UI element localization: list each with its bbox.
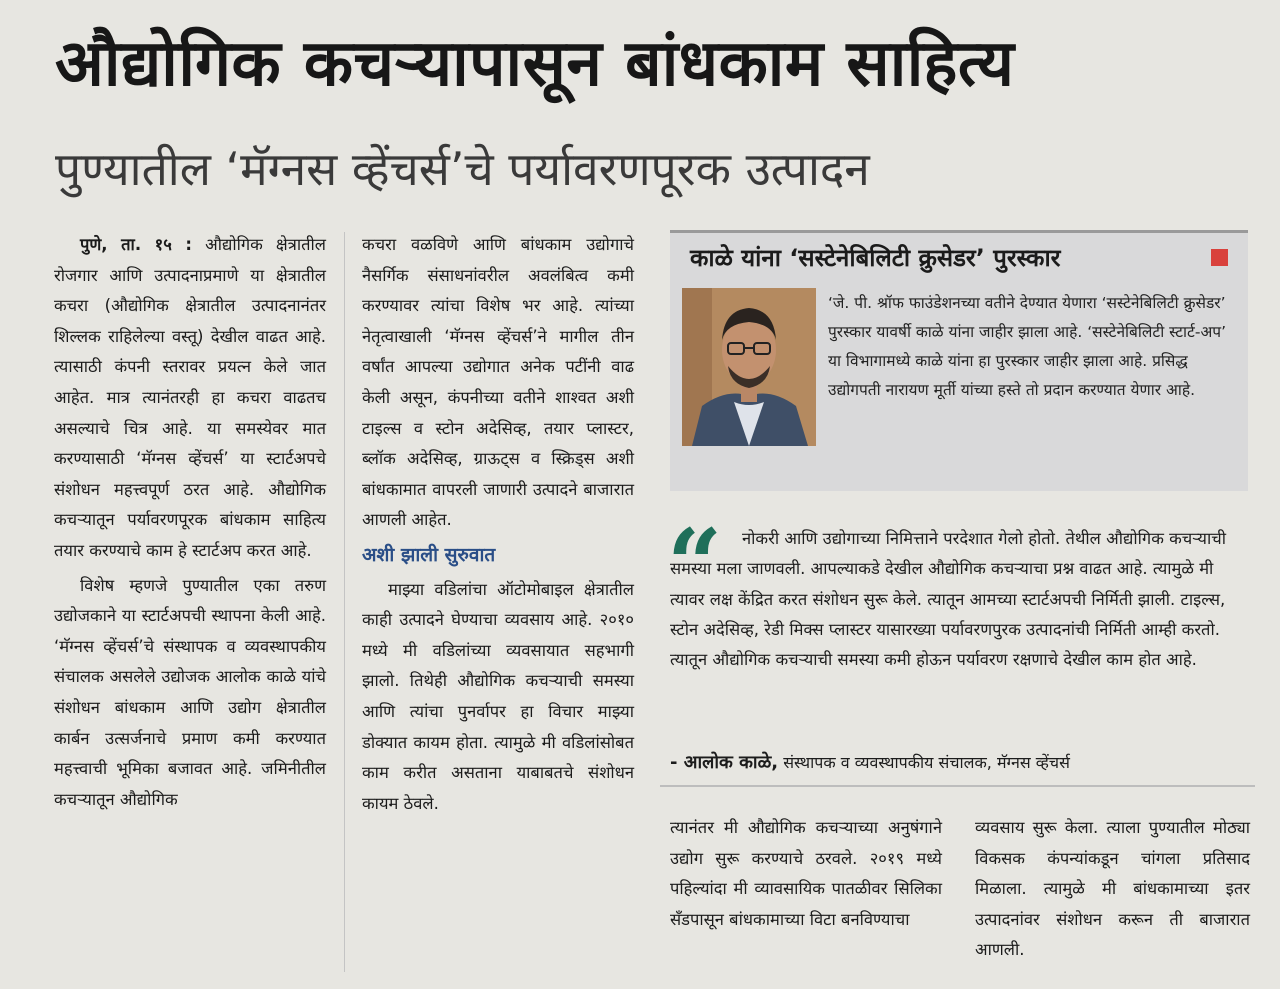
subheadline: पुण्यातील ‘मॅग्नस व्हेंचर्स’चे पर्यावरणपूरक उत्पादन (55, 142, 870, 196)
article-column-2 (362, 230, 634, 819)
award-title: काळे यांना ‘सस्टेनेबिलिटी क्रुसेडर’ पुरस्कार (690, 244, 1061, 272)
section-heading: अशी झाली सुरुवात (362, 543, 496, 566)
horizontal-divider (660, 785, 1255, 787)
article-paragraph: त्यानंतर मी औद्योगिक कचऱ्याच्या अनुषंगाने उद्योग सुरू करण्याचे ठरवले. २०१९ मध्ये पहिल्यांदा मी व्यावसायिक पातळीवर सिलिका सँडपासून बांधकामाच्या विटा बनविण्याचा (670, 818, 942, 929)
article-paragraph (54, 230, 326, 567)
pull-quote (670, 524, 1240, 675)
article-column-1 (54, 230, 326, 815)
award-text: ‘जे. पी. श्रॉफ फाउंडेशनच्या वतीने देण्यात येणारा ‘सस्टेनेबिलिटी क्रुसेडर’ पुरस्कार यावर्षी काळे यांना जाहीर झाला आहे. ‘सस्टेनेबिलिटी स्टार्ट-अप’ या विभागामध्ये काळे यांना हा पुरस्कार जाहीर झाला आहे. प्रसिद्ध उद्योगपती नारायण मूर्ती यांच्या हस्ते तो प्रदान करण्यात येणार आहे. (828, 294, 1227, 399)
paragraph-text: औद्योगिक क्षेत्रातील रोजगार आणि उत्पादनाप्रमाणे या क्षेत्रातील कचरा (औद्योगिक क्षेत्रातील उत्पादनानंतर शिल्लक राहिलेल्या वस्तू) देखील वाढत आहे. त्यासाठी कंपनी स्तरावर प्रयत्न केले जात आहेत. मात्र त्यानंतरही हा कचरा वाढतच असल्याचे चित्र आहे. या समस्येवर मात करण्यासाठी ‘मॅग्नस व्हेंचर्स’ या स्टार्टअपचे संशोधन महत्त्वपूर्ण ठरत आहे. औद्योगिक कचऱ्यातून पर्यावरणपूरक बांधकाम साहित्य तयार करण्याचे काम हे स्टार्टअप करत आहे. (54, 235, 326, 560)
quote-author-role: संस्थापक व व्यवस्थापकीय संचालक, मॅग्नस व्हेंचर्स (783, 753, 1070, 772)
headline: औद्योगिक कचऱ्यापासून बांधकाम साहित्य (55, 27, 1015, 101)
red-square-marker (1211, 249, 1228, 266)
portrait-photo (682, 288, 816, 446)
quote-mark-icon: “ (667, 508, 723, 621)
portrait-image (682, 288, 816, 446)
quote-text: नोकरी आणि उद्योगाच्या निमित्ताने परदेशात गेलो होतो. तेथील औद्योगिक कचऱ्याची समस्या मला जाणवली. आपल्याकडे देखील औद्योगिक कचऱ्याचा प्रश्न वाढत आहे. त्यामुळे मी त्यावर लक्ष केंद्रित करत संशोधन सुरू केले. त्यातून आमच्या स्टार्टअपची निर्मिती झाली. टाइल्स, स्टोन अदेसिव्ह, रेडी मिक्स प्लास्टर यासारख्या पर्यावरणपुरक उत्पादनांची निर्मिती आम्ही करतो. त्यातून औद्योगिक कचऱ्याची समस्या कमी होऊन पर्यावरण रक्षणाचे देखील काम होत आहे. (670, 529, 1226, 670)
award-box (670, 230, 1248, 491)
quote-attribution (670, 750, 1250, 774)
column-divider (344, 232, 345, 972)
article-paragraph: व्यवसाय सुरू केला. त्याला पुण्यातील मोठ्या विकसक कंपन्यांकडून चांगला प्रतिसाद मिळाला. त्यामुळे मी बांधकामाच्या इतर उत्पादनांवर संशोधन करून ती बाजारात आणली. (975, 818, 1250, 960)
quote-author: - आलोक काळे, (670, 752, 779, 773)
article-paragraph: माझ्या वडिलांचा ऑटोमोबाइल क्षेत्रातील काही उत्पादने घेण्याचा व्यवसाय आहे. २०१० मध्ये मी वडिलांच्या व्यवसायात सहभागी झालो. तिथेही औद्योगिक कचऱ्याची समस्या आणि त्यांचा पुनर्वापर हा विचार माझ्या डोक्यात कायम होता. त्यामुळे मी वडिलांसोबत काम करीत असताना याबाबतचे संशोधन कायम ठेवले. (362, 579, 634, 813)
dateline: पुणे, ता. १५ : (80, 235, 192, 254)
article-paragraph: कचरा वळविणे आणि बांधकाम उद्योगाचे नैसर्गिक संसाधनांवरील अवलंबित्व कमी करण्यावर त्यांचा विशेष भर आहे. त्यांच्या नेतृत्वाखाली ‘मॅग्नस व्हेंचर्स’ने मागील तीन वर्षांत आपल्या उद्योगात अनेक पटींनी वाढ केली असून, कंपनीच्या वतीने शाश्वत अशी टाइल्स व स्टोन अदेसिव्ह, तयार प्लास्टर, ब्लॉक अदेसिव्ह, ग्राऊट्स व स्क्रिड्स अशी बांधकामात वापरली जाणारी उत्पादने बाजारात आणली आहेत. (362, 235, 634, 530)
article-column-4 (975, 813, 1250, 966)
article-paragraph: विशेष म्हणजे पुण्यातील एका तरुण उद्योजकाने या स्टार्टअपची स्थापना केली आहे. ‘मॅग्नस व्हेंचर्स’चे संस्थापक व व्यवस्थापकीय संचालक असलेले उद्योजक आलोक काळे यांचे संशोधन बांधकाम आणि उद्योग क्षेत्रातील कार्बन उत्सर्जनाचे प्रमाण कमी करण्यात महत्त्वाची भूमिका बजावत आहे. जमिनीतील कचऱ्यातून औद्योगिक (54, 575, 326, 809)
article-column-3 (670, 813, 942, 935)
